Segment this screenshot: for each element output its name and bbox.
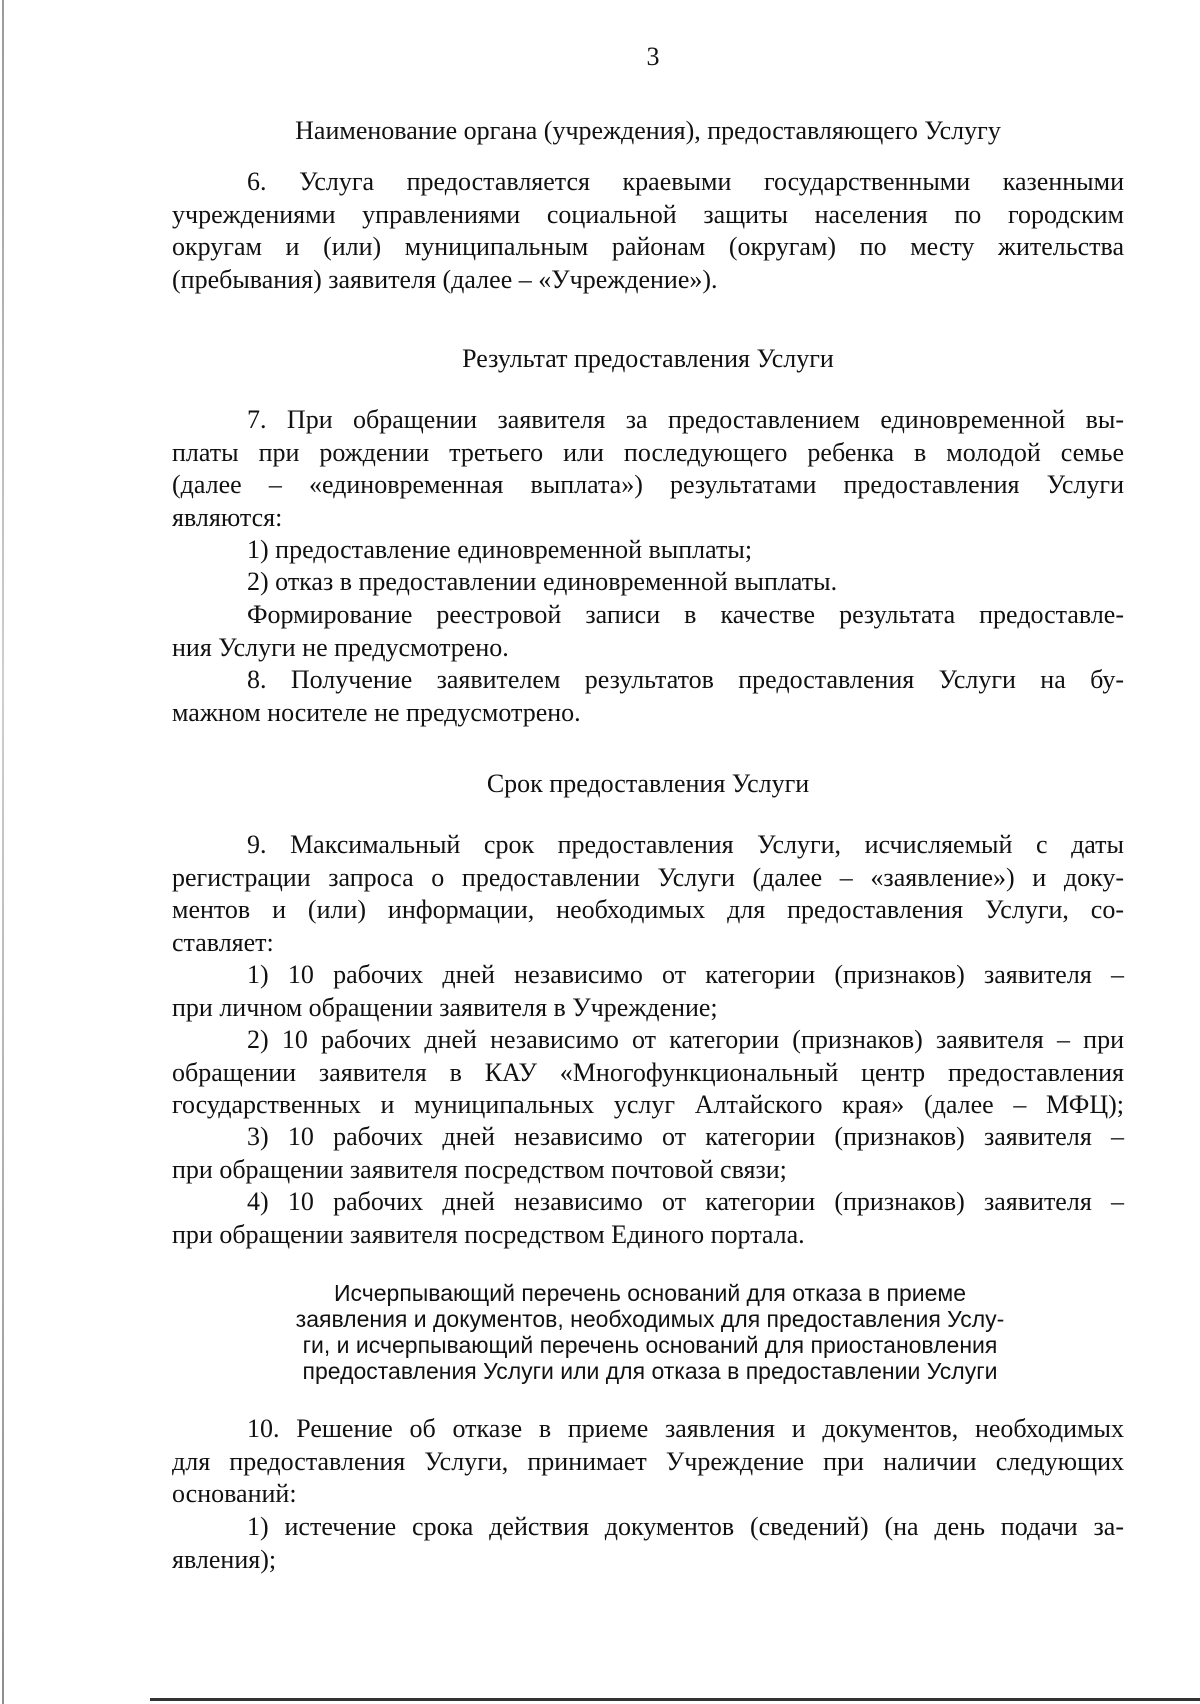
text-line: при обращении заявителя посредством Единого портала. — [172, 1219, 805, 1249]
text-line: платы при рождении третьего или последующего ребенка в молодой семье — [172, 437, 1124, 467]
paragraph-registry — [172, 599, 1124, 664]
paragraph-7 — [172, 404, 1124, 534]
text-line: ментов и (или) информации, необходимых для предоставления Услуги, со- — [172, 895, 1124, 924]
text-line: 1) 10 рабочих дней независимо от категории (признаков) заявителя – — [247, 960, 1124, 989]
text-line: округам и (или) муниципальным районам (округам) по месту жительства — [172, 232, 1124, 261]
text-line: 1) истечение срока действия документов (сведений) (на день подачи за- — [247, 1512, 1124, 1541]
text-line: 10. Решение об отказе в приеме заявления и документов, необходимых — [247, 1414, 1124, 1443]
text-line: 4) 10 рабочих дней независимо от категории (признаков) заявителя – — [247, 1187, 1124, 1216]
paragraph-10 — [172, 1413, 1124, 1511]
text-line: 3) 10 рабочих дней независимо от категории (признаков) заявителя – — [247, 1122, 1124, 1151]
text-line: обращении заявителя в КАУ «Многофункциональный центр предоставления — [172, 1057, 1124, 1087]
text-line: государственных и муниципальных услуг Алтайского края» (далее – МФЦ); — [172, 1090, 1124, 1119]
paragraph-9 — [172, 829, 1124, 959]
section-heading: Срок предоставления Услуги — [486, 769, 810, 798]
scan-edge — [2, 0, 4, 1704]
text-line: 2) 10 рабочих дней независимо от категории (признаков) заявителя – при — [247, 1025, 1124, 1054]
list-item — [172, 534, 1124, 567]
section-heading: Результат предоставления Услуги — [462, 344, 834, 373]
text-line: ставляет: — [172, 927, 274, 957]
text-line: явления); — [172, 1544, 277, 1574]
list-item — [172, 959, 1124, 1024]
heading-line: заявления и документов, необходимых для предоставления Услу- — [295, 1306, 1005, 1332]
list-item — [172, 1186, 1124, 1251]
text-line: при обращении заявителя посредством почтовой связи; — [172, 1154, 787, 1184]
text-line: (далее – «единовременная выплата») результатами предоставления Услуги — [172, 470, 1124, 499]
text-line: Формирование реестровой записи в качестве результата предоставле- — [247, 600, 1124, 629]
page-bottom-rule — [150, 1698, 1200, 1701]
heading-line: предоставления Услуги или для отказа в предоставлении Услуги — [302, 1358, 998, 1384]
text-line: ния Услуги не предусмотрено. — [172, 632, 509, 662]
text-line: при личном обращении заявителя в Учреждение; — [172, 992, 718, 1022]
section-heading — [240, 1280, 1060, 1384]
text-line: для предоставления Услуги, принимает Учреждение при наличии следующих — [172, 1446, 1124, 1476]
text-line: 6. Услуга предоставляется краевыми государственными казенными — [247, 167, 1124, 196]
paragraph-8 — [172, 664, 1124, 729]
list-item — [172, 566, 1124, 599]
text-line: являются: — [172, 502, 283, 532]
section-heading: Наименование органа (учреждения), предоставляющего Услугу — [295, 116, 1001, 145]
text-line: 8. Получение заявителем результатов предоставления Услуги на бу- — [247, 665, 1124, 694]
text-line: учреждениями управлениями социальной защиты населения по городским — [172, 199, 1124, 229]
text-line: мажном носителе не предусмотрено. — [172, 697, 581, 727]
list-item — [172, 1121, 1124, 1186]
list-item — [172, 1024, 1124, 1122]
text-line: (пребывания) заявителя (далее – «Учреждение»). — [172, 264, 718, 294]
text-line: 2) отказ в предоставлении единовременной выплаты. — [247, 567, 838, 596]
text-line: 1) предоставление единовременной выплаты; — [247, 535, 753, 564]
heading-line: ги, и исчерпывающий перечень оснований для приостановления — [302, 1332, 998, 1358]
text-line: 7. При обращении заявителя за предоставлением единовременной вы- — [247, 405, 1124, 434]
heading-line: Исчерпывающий перечень оснований для отказа в приеме — [333, 1280, 966, 1306]
text-line: оснований: — [172, 1479, 297, 1508]
page-number: 3 — [646, 42, 660, 71]
list-item — [172, 1511, 1124, 1576]
paragraph-6 — [172, 166, 1124, 296]
text-line: регистрации запроса о предоставлении Услуги (далее – «заявление») и доку- — [172, 862, 1124, 892]
text-line: 9. Максимальный срок предоставления Услуги, исчисляемый с даты — [247, 830, 1124, 859]
